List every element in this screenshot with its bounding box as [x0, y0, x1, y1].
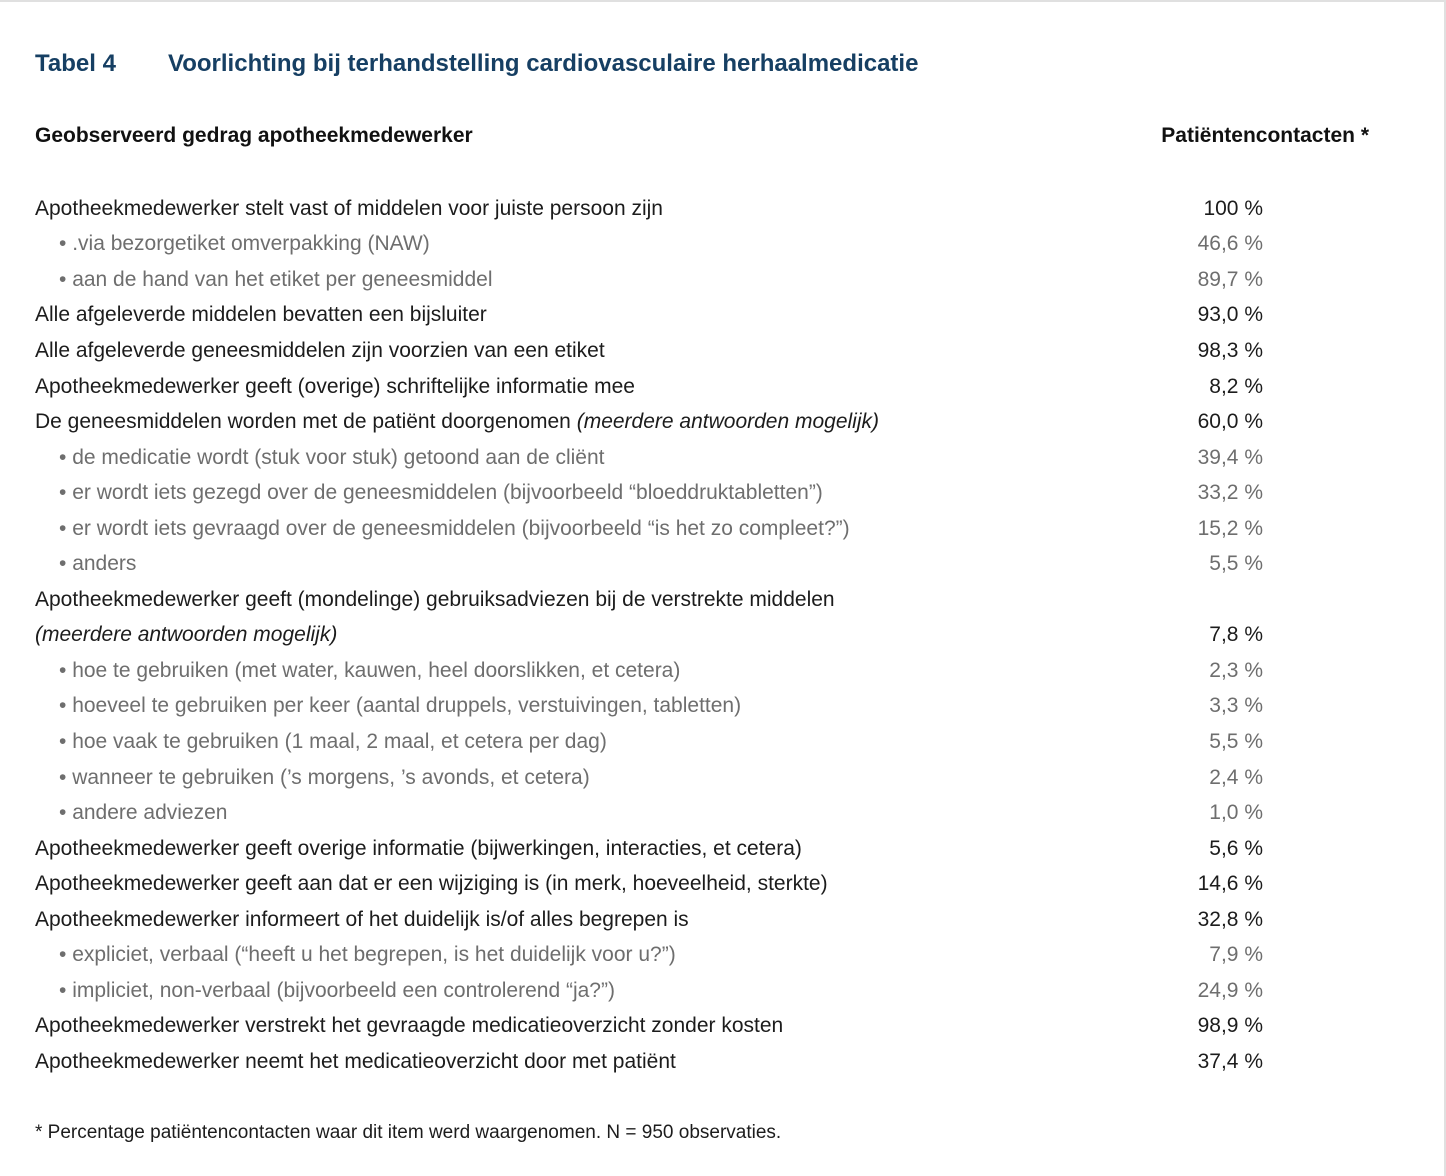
table-row: [35, 511, 1263, 547]
table-row: [35, 1009, 1263, 1045]
row-value: 60,0 %: [1197, 410, 1263, 434]
table-row: [35, 1044, 1263, 1080]
table-number: Tabel 4: [35, 50, 116, 77]
row-value: 93,0 %: [1197, 303, 1263, 327]
row-label: Apotheekmedewerker stelt vast of middelen voor juiste persoon zijn: [35, 196, 663, 220]
row-label: • anders: [35, 552, 1143, 576]
table-row: [35, 227, 1263, 263]
table-row: [35, 831, 1263, 867]
row-label: • de medicatie wordt (stuk voor stuk) getoond aan de cliënt: [35, 446, 1143, 470]
row-value: 89,7 %: [1197, 267, 1263, 291]
table-row: [35, 973, 1263, 1009]
row-label: • andere adviezen: [35, 801, 1143, 825]
row-label: [35, 410, 1143, 434]
table-row: [35, 191, 1263, 227]
row-value: 3,3 %: [1209, 694, 1263, 718]
row-label: • aan de hand van het etiket per geneesmiddel: [35, 268, 1143, 292]
table-row: [35, 262, 1263, 298]
row-label: Apotheekmedewerker geeft overige informatie (bijwerkingen, interacties, et cetera): [35, 836, 802, 860]
row-label: • er wordt iets gevraagd over de geneesmiddelen (bijvoorbeeld “is het zo compleet?”): [35, 517, 1143, 541]
row-value: 98,3 %: [1197, 338, 1263, 362]
row-label: Alle afgeleverde middelen bevatten een bijsluiter: [35, 303, 487, 327]
row-value: 98,9 %: [1197, 1014, 1263, 1038]
table-row: [35, 475, 1263, 511]
row-value: 8,2 %: [1209, 374, 1263, 398]
row-value: 39,4 %: [1197, 445, 1263, 469]
row-label: Apotheekmedewerker informeert of het duidelijk is/of alles begrepen is: [35, 907, 689, 931]
row-value: 46,6 %: [1197, 232, 1263, 256]
table-title-text: Voorlichting bij terhandstelling cardiovasculaire herhaalmedicatie: [168, 50, 919, 77]
row-label: (meerdere antwoorden mogelijk): [35, 623, 338, 647]
table-header: [35, 124, 1369, 148]
table-row: [35, 333, 1263, 369]
table-row: [35, 546, 1263, 582]
row-label: Alle afgeleverde geneesmiddelen zijn voorzien van een etiket: [35, 338, 605, 362]
table-row: [35, 902, 1263, 938]
row-label: • wanneer te gebruiken (’s morgens, ’s avonds, et cetera): [35, 766, 1143, 790]
row-label: • impliciet, non-verbaal (bijvoorbeeld een controlerend “ja?”): [35, 979, 1143, 1003]
table-row: [35, 298, 1263, 334]
row-value: 5,6 %: [1209, 836, 1263, 860]
row-label-note: (meerdere antwoorden mogelijk): [576, 410, 880, 434]
table-body: [35, 191, 1263, 1080]
table-footnote: * Percentage patiëntencontacten waar dit item werd waargenomen. N = 950 observaties.: [35, 1122, 782, 1143]
table-row: [35, 689, 1263, 725]
row-value: 5,5 %: [1209, 729, 1263, 753]
row-label: • expliciet, verbaal (“heeft u het begrepen, is het duidelijk voor u?”): [35, 943, 1143, 967]
table-row: [35, 937, 1263, 973]
row-label: • hoe te gebruiken (met water, kauwen, heel doorslikken, et cetera): [35, 659, 1143, 683]
row-label: Apotheekmedewerker verstrekt het gevraagde medicatieoverzicht zonder kosten: [35, 1014, 784, 1038]
row-label-text: De geneesmiddelen worden met de patiënt doorgenomen: [35, 410, 571, 434]
table-row: [35, 369, 1263, 405]
row-value: 33,2 %: [1197, 481, 1263, 505]
row-label: Apotheekmedewerker geeft aan dat er een wijziging is (in merk, hoeveelheid, sterkte): [35, 872, 828, 896]
table-row: [35, 724, 1263, 760]
row-value: 15,2 %: [1197, 516, 1263, 540]
row-value: 14,6 %: [1197, 872, 1263, 896]
row-label: Apotheekmedewerker geeft (mondelinge) gebruiksadviezen bij de verstrekte middelen: [35, 587, 835, 611]
table-row: [35, 582, 1263, 618]
row-label: Apotheekmedewerker geeft (overige) schriftelijke informatie mee: [35, 374, 635, 398]
column-header-contacts: Patiëntencontacten *: [1161, 124, 1369, 147]
row-value: 100 %: [1203, 196, 1263, 220]
row-value: 2,3 %: [1209, 658, 1263, 682]
table-row: [35, 653, 1263, 689]
table-row: [35, 866, 1263, 902]
row-label: • .via bezorgetiket omverpakking (NAW): [35, 232, 1143, 256]
row-value: 37,4 %: [1197, 1049, 1263, 1073]
table-title: [35, 50, 918, 78]
row-value: 7,9 %: [1209, 943, 1263, 967]
table-row: [35, 404, 1263, 440]
table-row: [35, 440, 1263, 476]
table-row: [35, 760, 1263, 796]
row-label: Apotheekmedewerker neemt het medicatieoverzicht door met patiënt: [35, 1049, 676, 1073]
row-value: 5,5 %: [1209, 552, 1263, 576]
row-label: • er wordt iets gezegd over de geneesmiddelen (bijvoorbeeld “bloeddruktabletten”): [35, 481, 1143, 505]
row-value: 7,8 %: [1209, 623, 1263, 647]
table-row: [35, 795, 1263, 831]
row-value: 2,4 %: [1209, 765, 1263, 789]
column-header-behaviour: Geobserveerd gedrag apotheekmedewerker: [35, 124, 473, 147]
row-value: 32,8 %: [1197, 907, 1263, 931]
row-label: • hoeveel te gebruiken per keer (aantal druppels, verstuivingen, tabletten): [35, 694, 1143, 718]
table-row: [35, 618, 1263, 654]
row-value: 24,9 %: [1197, 978, 1263, 1002]
row-value: 1,0 %: [1209, 801, 1263, 825]
row-label: • hoe vaak te gebruiken (1 maal, 2 maal, et cetera per dag): [35, 730, 1143, 754]
